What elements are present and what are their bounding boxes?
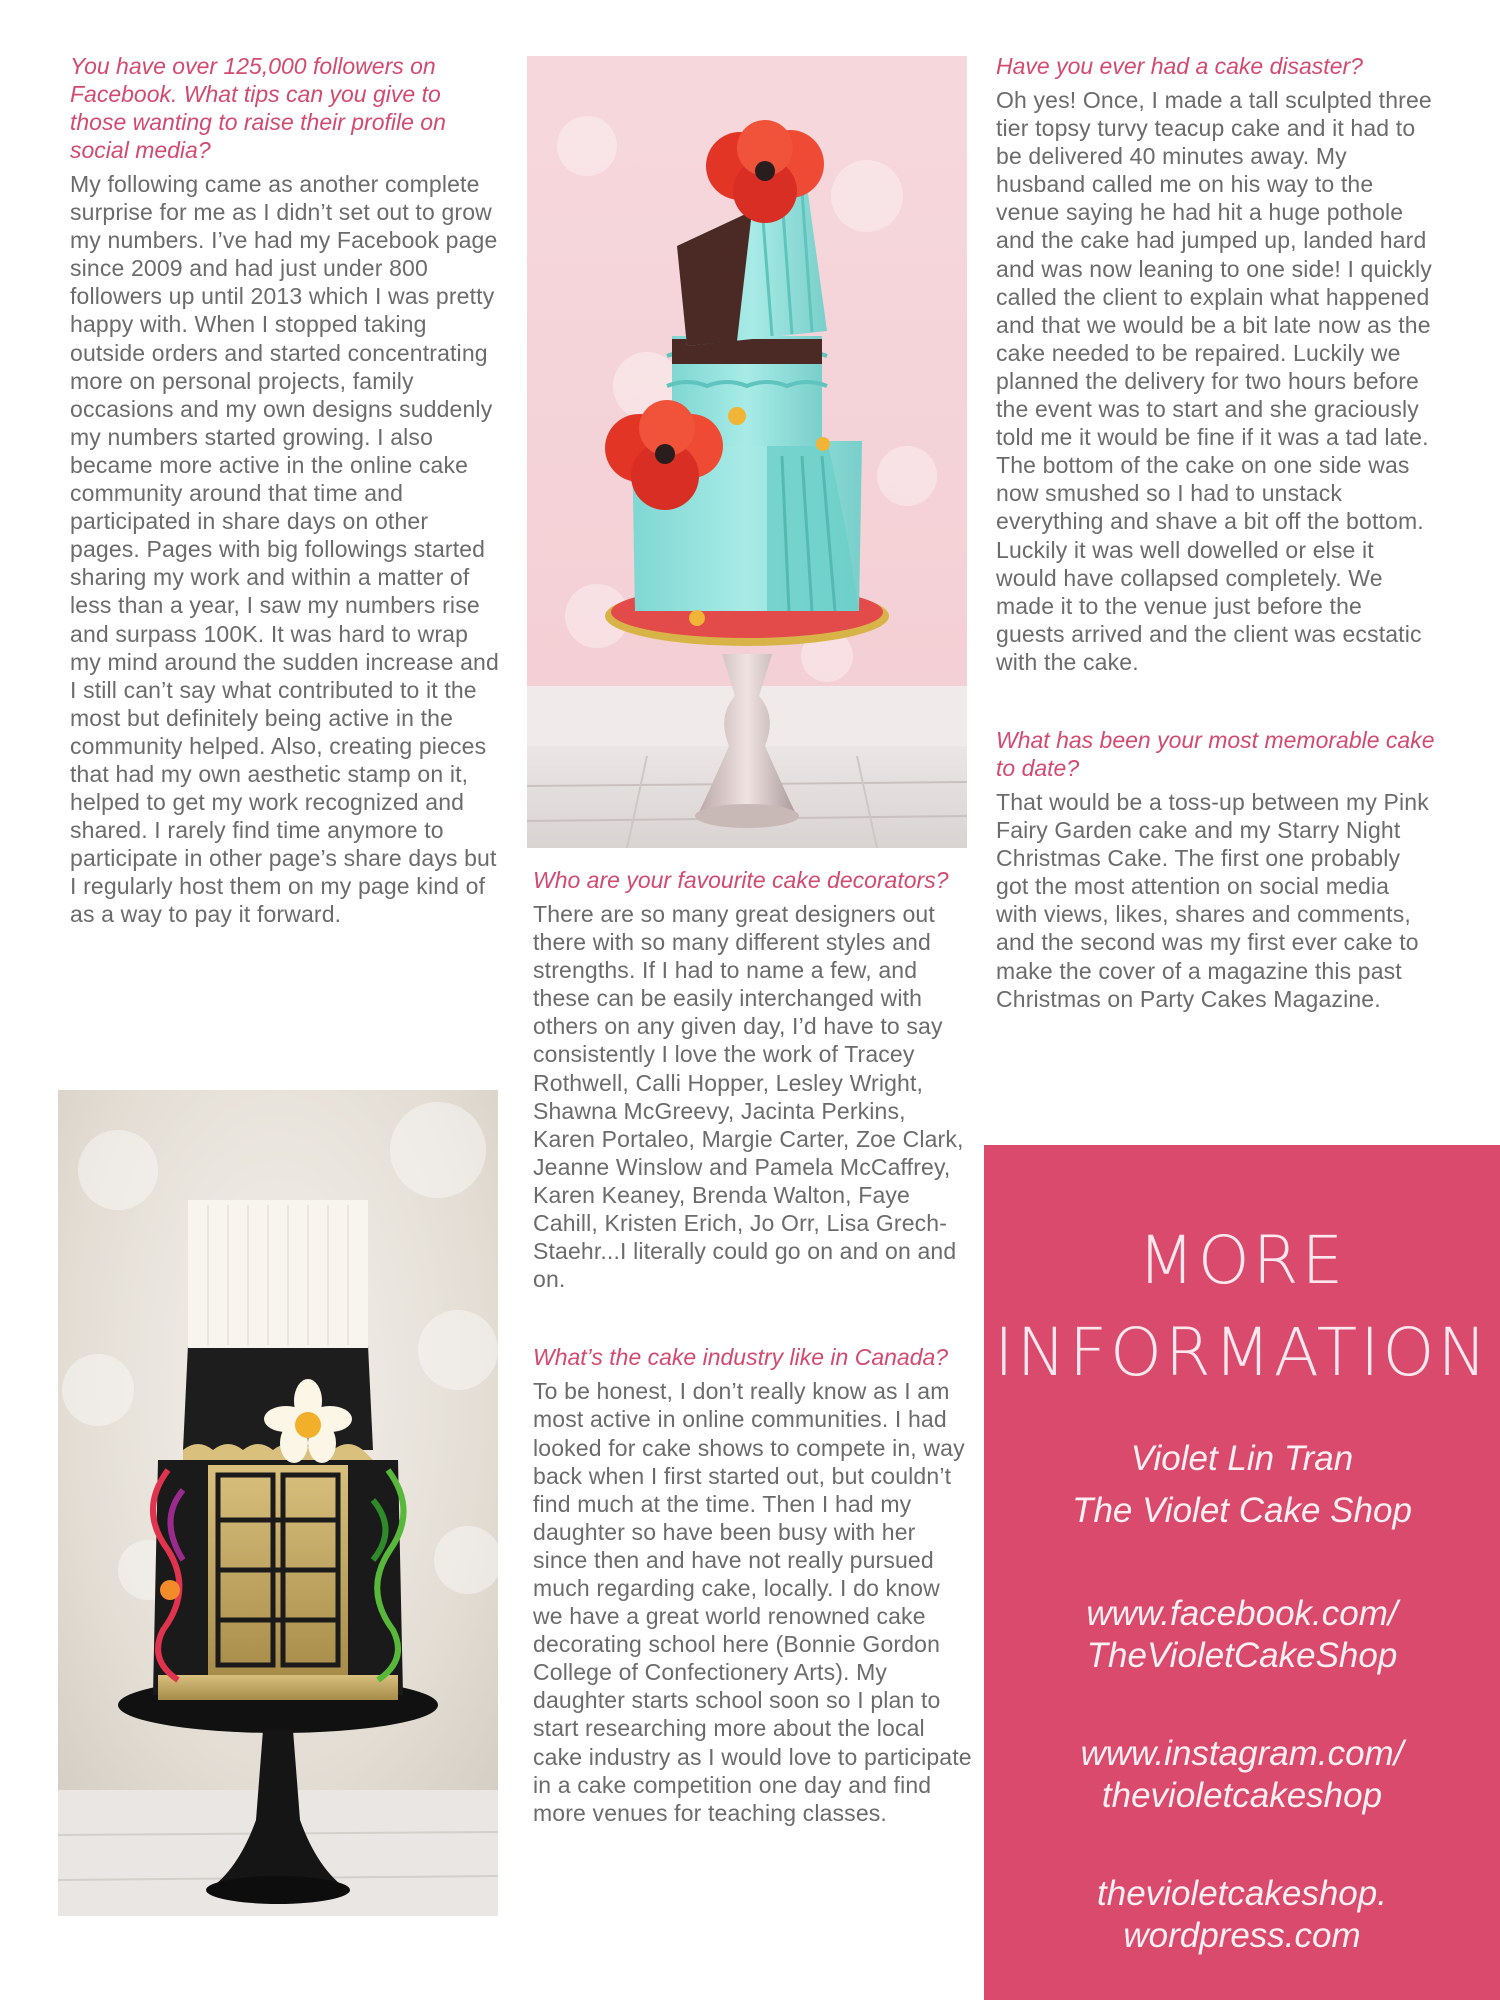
- answer-cake-disaster: Oh yes! Once, I made a tall sculpted three tier topsy turvy teacup cake and it had to be delivered 40 minutes away. My husband called me on his way to the venue saying he had hit a huge pothole and the cake had jumped up, landed hard and was now leaning to one side! I quickly called the client to explain what happened and that we would be a bit late now as the cake needed to be repaired. Luckily we planned the delivery for two hours before the event was to start and she graciously told me it would be fine if it was a tad late. The bottom of the cake on one side was now smushed so I had to unstack everything and shave a bit off the bottom. Luckily it was well dowelled or else it would have collapsed completely. We made it to the venue just before the guests arrived and the client was ecstatic with the cake.: [996, 87, 1432, 675]
- answer-favourite-decorators: There are so many great designers out there with so many different styles and strengths. If I had to name a few, and these can be easily interchanged with others on any given day, I’d have to say consistently I love the work of Tracey Rothwell, Calli Hopper, Lesley Wright, Shawna McGreevy, Jacinta Perkins, Karen Portaleo, Margie Carter, Zoe Clark, Jeanne Winslow and Pamela McCaffrey, Karen Keaney, Brenda Walton, Faye Cahill, Kristen Erich, Jo Orr, Lisa Grech-Staehr...I literally could go on and on and on.: [533, 901, 964, 1293]
- black-hexagon-cake-photo: [58, 1090, 498, 1916]
- middle-column: [533, 866, 973, 1827]
- instagram-url-line-1: www.instagram.com/: [1080, 1734, 1404, 1773]
- shop-name: The Violet Cake Shop: [1072, 1491, 1412, 1530]
- right-column: [996, 52, 1436, 1013]
- more-information-box: [984, 1145, 1500, 2000]
- turquoise-poppy-cake-photo: [527, 56, 967, 848]
- question-favourite-decorators: Who are your favourite cake decorators?: [533, 867, 949, 893]
- blog-url-line-1: thevioletcakeshop.: [1097, 1874, 1387, 1913]
- answer-cake-industry-canada: To be honest, I don’t really know as I am most active in online communities. I had looked for cake shows to compete in, way back when I first started out, but couldn’t find much at the time. Then I had my daughter so have been busy with her since then and have not really pursued much regarding cake, locally. I do know we have a great world renowned cake decorating school here (Bonnie Gordon College of Confectionery Arts). My daughter starts school soon so I plan to start researching more about the local cake industry as I would love to participate in a cake competition one day and find more venues for teaching classes.: [533, 1378, 972, 1826]
- answer-memorable-cake: That would be a toss-up between my Pink Fairy Garden cake and my Starry Night Christmas Cake. The first one probably got the most attention on social media with views, likes, shares and comments, and the second was my first ever cake to make the cover of a magazine this past Christmas on Party Cakes Magazine.: [996, 788, 1429, 1012]
- instagram-url-line-2: thevioletcakeshop: [1101, 1776, 1383, 1815]
- answer-social-media: My following came as another complete surprise for me as I didn’t set out to grow my numbers. I’ve had my Facebook page since 2009 and had just under 800 followers up until 2013 which I was pretty happy with. When I stopped taking outside orders and started concentrating more on personal projects, family occasions and my own designs suddenly my numbers started growing. I also became more active in the online cake community around that time and participated in share days on other pages. Pages with big followings started sharing my work and within a matter of less than a year, I saw my numbers rise and surpass 100K. It was hard to wrap my mind around the sudden increase and I still can’t say what contributed to it the most but definitely being active in the community helped. Also, creating pieces that had my own aesthetic stamp on it, helped to get my work recognized and shared. I rarely find time anymore to participate in other page’s share days but I regularly host them on my page kind of as a way to pay it forward.: [70, 171, 499, 928]
- question-cake-disaster: Have you ever had a cake disaster?: [996, 53, 1363, 79]
- facebook-url-line-2: TheVioletCakeShop: [1086, 1636, 1398, 1675]
- more-information-heading: [984, 1215, 1500, 1399]
- question-cake-industry-canada: What’s the cake industry like in Canada?: [533, 1344, 949, 1371]
- question-social-media: You have over 125,000 followers on Facebook. What tips can you give to those wanting to raise their profile on social media?: [70, 53, 446, 163]
- contact-name: Violet Lin Tran: [1130, 1439, 1354, 1478]
- blog-link[interactable]: [984, 1873, 1500, 1957]
- contact-name-block: [984, 1433, 1500, 1537]
- instagram-link[interactable]: [984, 1733, 1500, 1817]
- facebook-url-line-1: www.facebook.com/: [1086, 1594, 1398, 1633]
- left-column: [70, 52, 500, 929]
- question-memorable-cake: What has been your most memorable cake to date?: [996, 726, 1435, 781]
- blog-url-line-2: wordpress.com: [1123, 1916, 1361, 1955]
- facebook-link[interactable]: [984, 1593, 1500, 1677]
- heading-line-information: INFORMATION: [994, 1314, 1490, 1391]
- heading-line-more: MORE: [1137, 1222, 1347, 1299]
